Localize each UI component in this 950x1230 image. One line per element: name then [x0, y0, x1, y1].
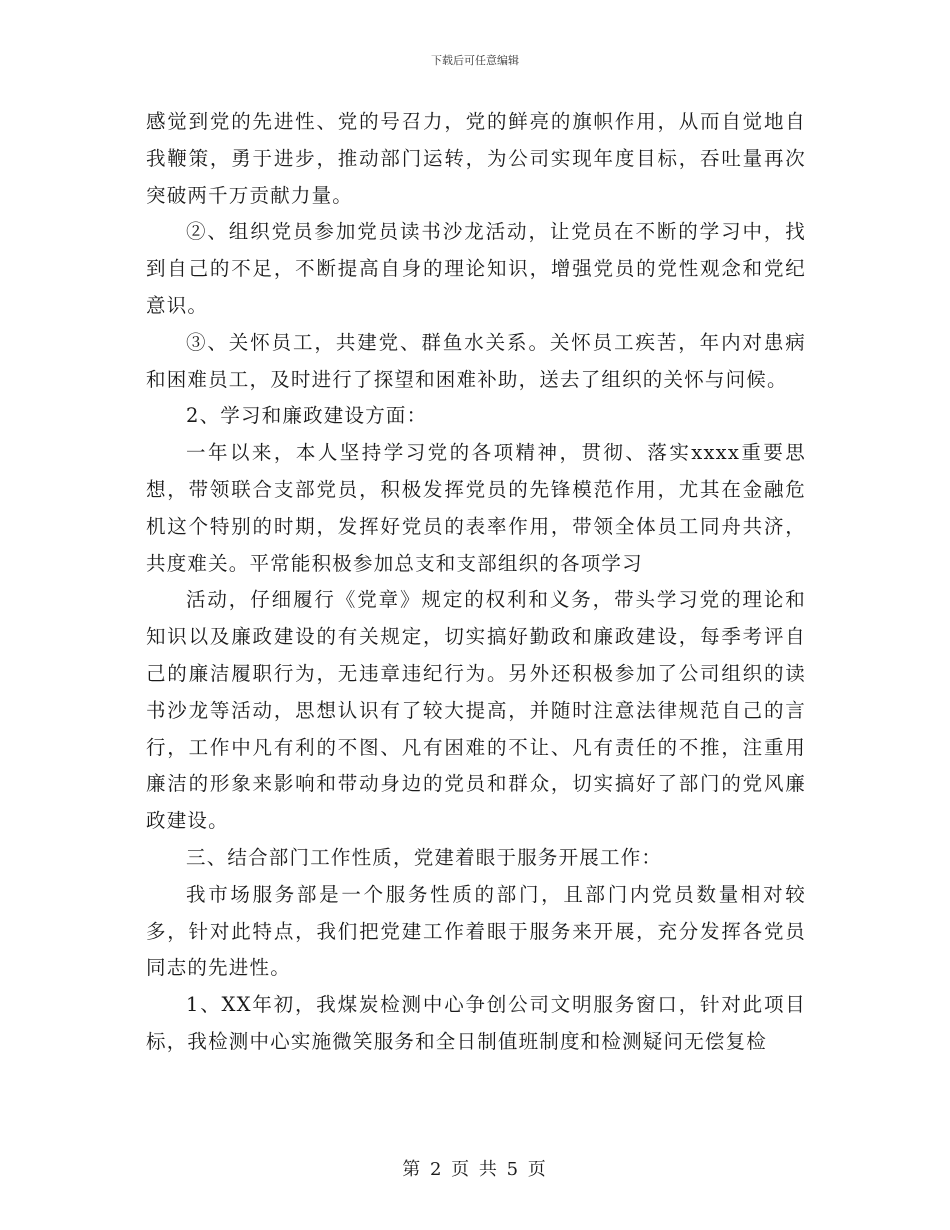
paragraph: 感觉到党的先进性、党的号召力，党的鲜亮的旗帜作用，从而自觉地自我鞭策，勇于进步，推动部门运转，为公司实现年度目标，吞吐量再次突破两千万贡献力量。 — [146, 110, 806, 207]
section-heading: 三、结合部门工作性质，党建着眼于服务开展工作： — [186, 845, 663, 869]
paragraph: ②、组织党员参加党员读书沙龙活动，让党员在不断的学习中，找到自己的不足，不断提高自身的理论知识，增强党员的党性观念和党纪意识。 — [146, 220, 806, 317]
page-number: 第 2 页 共 5 页 — [402, 1159, 548, 1180]
section-heading: 2、学习和廉政建设方面： — [186, 404, 428, 428]
paragraph: 一年以来，本人坚持学习党的各项精神，贯彻、落实xxxx重要思想，带领联合支部党员，积极发挥党员的先锋模范作用，尤其在金融危机这个特别的时期，发挥好党员的表率作用，带领全体员工同舟共济，共度难关。平常能积极参加总支和支部组织的各项学习 — [146, 441, 806, 575]
paragraph: 我市场服务部是一个服务性质的部门，且部门内党员数量相对较多，针对此特点，我们把党建工作着眼于服务来开展，充分发挥各党员同志的先进性。 — [146, 882, 806, 980]
paragraph: 1、XX年初，我煤炭检测中心争创公司文明服务窗口，针对此项目标，我检测中心实施微笑服务和全日制值班制度和检测疑问无偿复检 — [146, 993, 806, 1053]
page-header: 下载后可任意编辑 — [431, 54, 519, 67]
document-body — [146, 104, 806, 1061]
paragraph: 活动，仔细履行《党章》规定的权利和义务，带头学习党的理论和知识以及廉政建设的有关规定，切实搞好勤政和廉政建设，每季考评自己的廉洁履职行为，无违章违纪行为。另外还积极参加了公司组织的读书沙龙等活动，思想认识有了较大提高，并随时注意法律规范自己的言行，工作中凡有利的不图、凡有困难的不让、凡有责任的不推，注重用廉洁的形象来影响和带动身边的党员和群众，切实搞好了部门的党风廉政建设。 — [146, 588, 806, 833]
paragraph: ③、关怀员工，共建党、群鱼水关系。关怀员工疾苦，年内对患病和困难员工，及时进行了探望和困难补助，送去了组织的关怀与问候。 — [146, 330, 806, 391]
